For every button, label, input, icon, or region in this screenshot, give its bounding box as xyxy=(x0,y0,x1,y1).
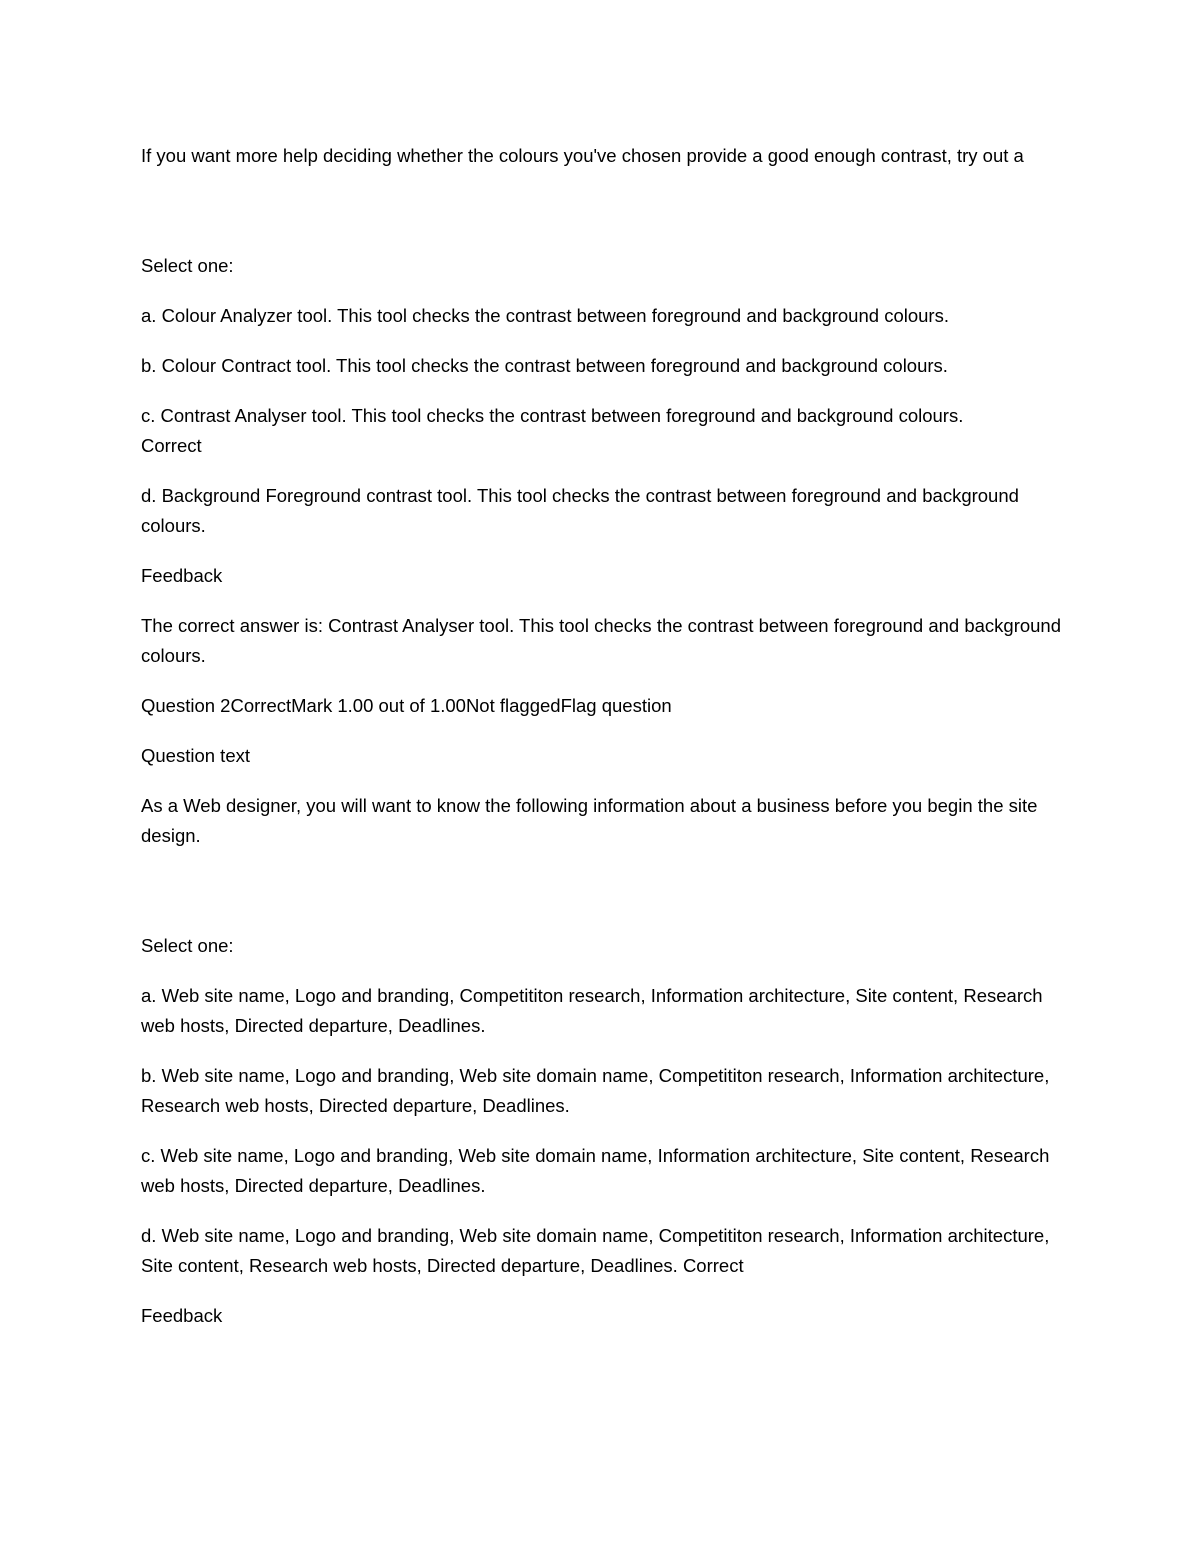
q1-option-d: d. Background Foreground contrast tool. This tool checks the contrast between foreground and background colours. xyxy=(141,485,1019,536)
q1-correct-marker: Correct xyxy=(141,435,202,456)
q1-option-a: a. Colour Analyzer tool. This tool checks the contrast between foreground and background colours. xyxy=(141,305,949,326)
q1-question: If you want more help deciding whether the colours you've chosen provide a good enough contrast, try out a xyxy=(141,145,1024,166)
q1-select-label: Select one: xyxy=(141,255,234,276)
q1-feedback-text: The correct answer is: Contrast Analyser tool. This tool checks the contrast between foreground and background colours. xyxy=(141,615,1062,666)
q2-header: Question 2CorrectMark 1.00 out of 1.00Not flaggedFlag question xyxy=(141,695,672,716)
document-content xyxy=(141,141,1061,1331)
q2-question-text-label: Question text xyxy=(141,745,251,766)
q1-option-c-block xyxy=(141,401,1061,461)
q2-question: As a Web designer, you will want to know the following information about a business before you begin the site design. xyxy=(141,795,1038,846)
q2-option-d-text: d. Web site name, Logo and branding, Web site domain name, Competititon research, Information architecture, Site content, Research web hosts, Directed departure, Deadlines. xyxy=(141,1225,1050,1276)
q1-feedback-label: Feedback xyxy=(141,565,223,586)
q2-option-d xyxy=(141,1221,1061,1281)
q2-option-c: c. Web site name, Logo and branding, Web site domain name, Information architecture, Site content, Research web hosts, Directed departure, Deadlines. xyxy=(141,1145,1050,1196)
q2-option-b: b. Web site name, Logo and branding, Web site domain name, Competititon research, Information architecture, Research web hosts, Directed departure, Deadlines. xyxy=(141,1065,1050,1116)
q2-option-a: a. Web site name, Logo and branding, Competititon research, Information architecture, Site content, Research web hosts, Directed departure, Deadlines. xyxy=(141,985,1043,1036)
q2-select-label: Select one: xyxy=(141,935,234,956)
q1-option-b: b. Colour Contract tool. This tool checks the contrast between foreground and background colours. xyxy=(141,355,948,376)
q2-correct-marker: Correct xyxy=(682,1255,744,1276)
q2-feedback-label: Feedback xyxy=(141,1305,223,1326)
q1-option-c: c. Contrast Analyser tool. This tool checks the contrast between foreground and background colours. xyxy=(141,405,964,426)
